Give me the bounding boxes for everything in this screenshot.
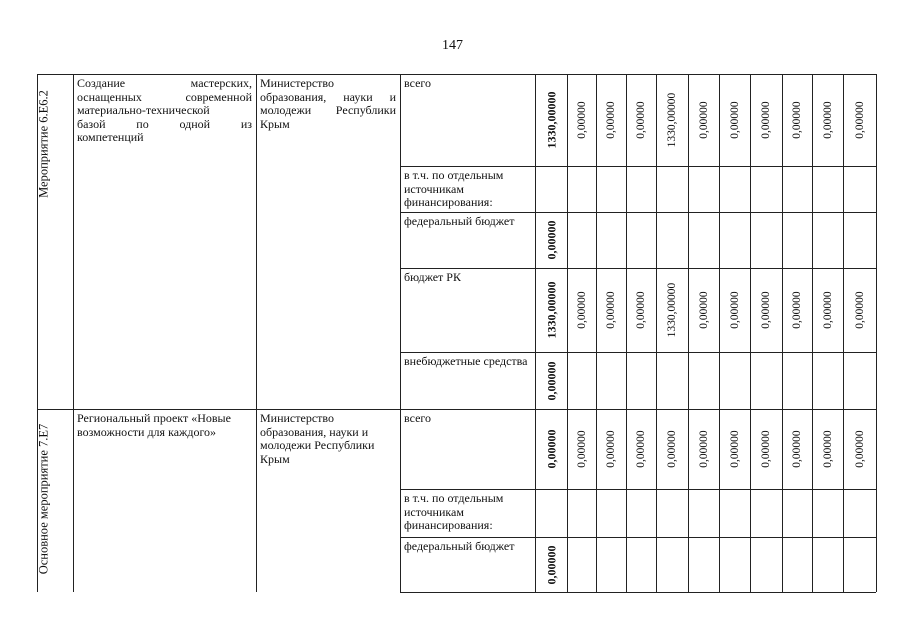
amount-cell [843, 268, 876, 352]
grid-line [750, 537, 751, 592]
measure-name-line: базой по одной из [77, 116, 252, 131]
amount-cell [596, 268, 626, 352]
funding-source-label: всего [400, 409, 536, 489]
grid-line [626, 212, 627, 268]
amount-value: 0,00000 [697, 101, 710, 139]
executor-line: образования, науки и [260, 89, 396, 104]
amount-value: 0,00000 [821, 291, 834, 329]
grid-line [750, 212, 751, 268]
amount-cell [782, 74, 812, 166]
amount-cell [688, 409, 719, 489]
grid-line [626, 352, 627, 409]
amount-value: 0,00000 [853, 291, 866, 329]
measure-name [73, 409, 256, 442]
amount-cell [812, 74, 843, 166]
measure-code-cell [15, 409, 73, 589]
amount-cell [656, 268, 688, 352]
amount-cell [536, 212, 567, 268]
amount-cell [688, 268, 719, 352]
amount-cell [782, 409, 812, 489]
amount-value: 0,00000 [853, 430, 866, 468]
amount-cell [750, 409, 782, 489]
grid-line [782, 352, 783, 409]
amount-value: 0,00000 [544, 361, 558, 400]
grid-line [782, 212, 783, 268]
executor-line: молодежи Республики [260, 103, 396, 117]
amount-value: 0,00000 [635, 291, 647, 329]
amount-cell [596, 74, 626, 166]
amount-cell [812, 409, 843, 489]
funding-source-label: федеральный бюджет [400, 212, 536, 268]
amount-value: 0,00000 [544, 220, 558, 260]
grid-line [596, 537, 597, 592]
amount-value: 0,00000 [728, 291, 741, 329]
executor-line: Крым [260, 451, 290, 466]
amount-value: 0,00000 [821, 101, 834, 139]
grid-line [750, 166, 751, 212]
grid-line [843, 489, 844, 537]
amount-value: 0,00000 [728, 430, 741, 468]
amount-cell [782, 268, 812, 352]
amount-cell [536, 537, 567, 592]
measure-name-line: возможности для каждого» [77, 424, 217, 439]
amount-cell [750, 268, 782, 352]
amount-value: 0,00000 [853, 101, 866, 139]
grid-line [812, 352, 813, 409]
grid-line [688, 352, 689, 409]
grid-line [567, 212, 568, 268]
amount-value: 0,00000 [760, 430, 772, 468]
grid-line [626, 537, 627, 592]
grid-line [719, 212, 720, 268]
amount-cell [567, 409, 596, 489]
amount-cell [626, 268, 656, 352]
grid-line [812, 537, 813, 592]
amount-value: 1330,00000 [666, 92, 678, 148]
grid-line [750, 489, 751, 537]
measure-name-line: материально-технической [77, 103, 210, 117]
amount-cell [596, 409, 626, 489]
amount-cell [626, 409, 656, 489]
grid-line [656, 537, 657, 592]
funding-source-label: федеральный бюджет [400, 537, 536, 592]
amount-value: 0,00000 [697, 291, 710, 329]
grid-line [782, 489, 783, 537]
funding-source-label: в т.ч. по отдельным источникам финансирования: [400, 489, 536, 537]
amount-value: 0,00000 [821, 430, 834, 468]
measure-name-line: Создание мастерских, [77, 76, 252, 90]
amount-cell [843, 409, 876, 489]
amount-value: 0,00000 [605, 291, 617, 329]
amount-value: 0,00000 [760, 101, 772, 139]
executor-line: молодежи Республики [260, 438, 375, 452]
amount-cell [719, 268, 750, 352]
amount-cell [719, 409, 750, 489]
amount-cell [656, 409, 688, 489]
measure-code-cell [15, 74, 73, 409]
funding-source-label: внебюджетные средства [400, 352, 536, 409]
amount-cell [719, 74, 750, 166]
amount-cell [536, 409, 567, 489]
amount-value: 0,00000 [666, 430, 678, 468]
executor-line: Крым [260, 116, 290, 131]
grid-line [719, 352, 720, 409]
grid-line [719, 489, 720, 537]
executor-line: Министерство [260, 411, 334, 425]
funding-source-label: в т.ч. по отдельным источникам финансирования: [400, 166, 536, 212]
amount-value: 0,00000 [575, 430, 588, 468]
amount-value: 0,00000 [544, 429, 558, 469]
measure-name-line: компетенций [77, 130, 144, 144]
grid-line [626, 166, 627, 212]
executor-name [256, 74, 400, 134]
grid-line [688, 489, 689, 537]
grid-line [656, 352, 657, 409]
measure-name-line: Региональный проект «Новые [77, 411, 231, 425]
amount-cell [567, 268, 596, 352]
grid-line [567, 352, 568, 409]
funding-source-label: всего [400, 74, 536, 166]
grid-line [843, 537, 844, 592]
page-number: 147 [442, 38, 463, 53]
amount-cell [567, 74, 596, 166]
amount-value: 0,00000 [697, 430, 710, 468]
amount-value: 0,00000 [605, 101, 617, 139]
amount-cell [626, 74, 656, 166]
amount-value: 0,00000 [791, 101, 803, 139]
grid-line [596, 212, 597, 268]
grid-line [750, 352, 751, 409]
grid-line [812, 166, 813, 212]
measure-name [73, 74, 256, 148]
grid-line [567, 537, 568, 592]
amount-value: 0,00000 [791, 291, 803, 329]
amount-value: 1330,00000 [544, 281, 558, 339]
executor-line: Министерство [260, 76, 334, 90]
grid-line [596, 166, 597, 212]
grid-line [656, 489, 657, 537]
grid-line [656, 212, 657, 268]
amount-value: 0,00000 [635, 101, 647, 139]
amount-cell [656, 74, 688, 166]
grid-line [400, 592, 876, 593]
amount-value: 1330,00000 [666, 282, 678, 338]
funding-source-label: бюджет РК [400, 268, 536, 352]
grid-line [719, 166, 720, 212]
amount-value: 0,00000 [575, 101, 588, 139]
grid-line [782, 166, 783, 212]
grid-line [843, 352, 844, 409]
grid-line [812, 489, 813, 537]
executor-name [256, 409, 400, 469]
grid-line [688, 537, 689, 592]
amount-cell [688, 74, 719, 166]
amount-cell [812, 268, 843, 352]
amount-value: 0,00000 [791, 430, 803, 468]
grid-line [596, 489, 597, 537]
grid-line [876, 74, 877, 592]
amount-value: 1330,00000 [544, 91, 558, 149]
grid-line [626, 489, 627, 537]
grid-line [596, 352, 597, 409]
amount-value: 0,00000 [575, 291, 588, 329]
amount-value: 0,00000 [544, 545, 558, 584]
grid-line [843, 166, 844, 212]
amount-cell [536, 352, 567, 409]
grid-line [688, 166, 689, 212]
amount-cell [536, 74, 567, 166]
grid-line [656, 166, 657, 212]
grid-line [782, 537, 783, 592]
grid-line [719, 537, 720, 592]
amount-value: 0,00000 [605, 430, 617, 468]
grid-line [843, 212, 844, 268]
measure-code: Мероприятие 6.Е6.2 [36, 90, 51, 198]
grid-line [812, 212, 813, 268]
amount-value: 0,00000 [728, 101, 741, 139]
amount-value: 0,00000 [635, 430, 647, 468]
grid-line [567, 166, 568, 212]
amount-cell [750, 74, 782, 166]
measure-code: Основное мероприятие 7.Е7 [36, 423, 51, 575]
amount-value: 0,00000 [760, 291, 772, 329]
amount-cell [536, 268, 567, 352]
measure-name-line: оснащенных современной [77, 89, 252, 104]
grid-line [567, 489, 568, 537]
executor-line: образования, науки и [260, 424, 369, 439]
grid-line [688, 212, 689, 268]
amount-cell [843, 74, 876, 166]
